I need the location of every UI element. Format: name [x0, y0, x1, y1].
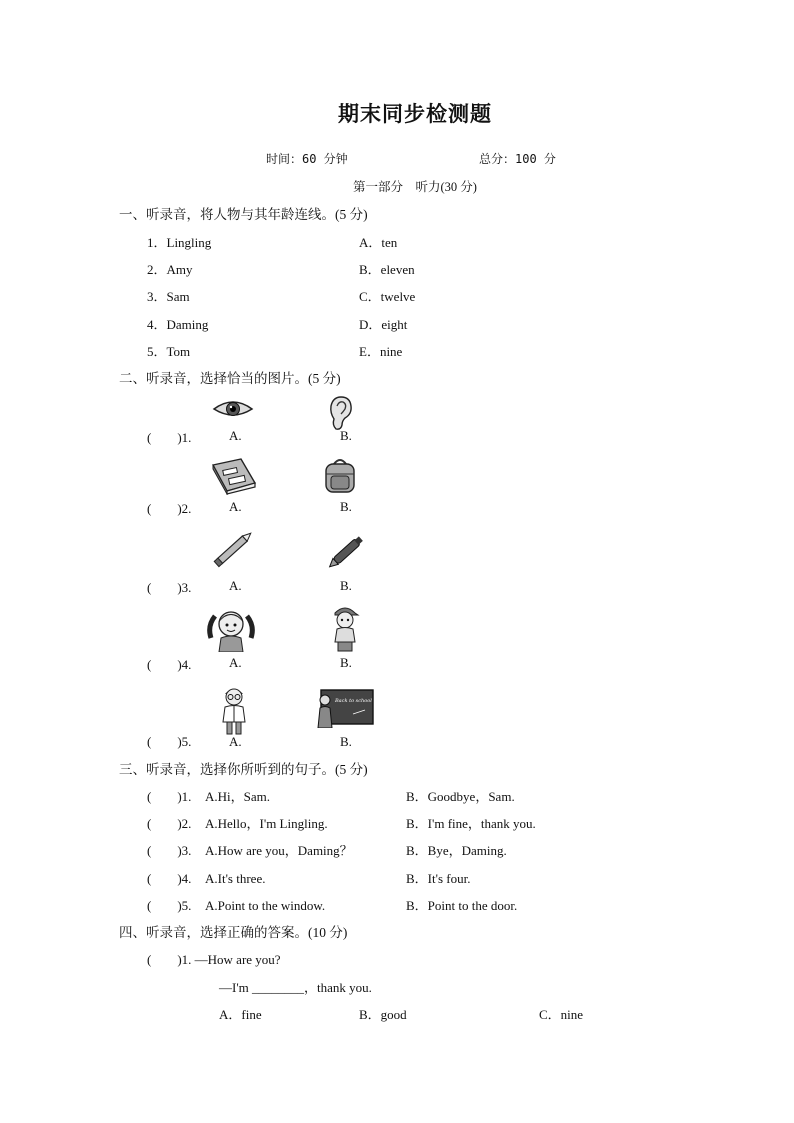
option-a: A.Point to the window. [205, 898, 326, 913]
option-a-label: A. [229, 734, 242, 749]
option-b: B．I'm fine，thank you. [406, 816, 536, 831]
option-a: A.Hello，I'm Lingling. [205, 816, 328, 831]
option-a-label: A. [229, 578, 242, 593]
question-number: ( )3. [147, 580, 192, 595]
schoolbag-icon [322, 456, 358, 494]
option-a-label: A. [229, 428, 242, 443]
option-a: A．fine [219, 1007, 262, 1022]
option-b-label: B. [340, 734, 352, 749]
option-b-label: B. [340, 428, 352, 443]
option-b: B．Goodbye，Sam. [406, 789, 515, 804]
option-b: B．Point to the door. [406, 898, 518, 913]
question-number: ( )2. [147, 501, 192, 516]
question-number: ( )3. [147, 843, 192, 858]
question-line: ( )1. —How are you? [147, 952, 281, 967]
list-item: C．twelve [359, 289, 416, 304]
list-item: 5．Tom [147, 344, 191, 359]
eye-icon [212, 397, 254, 421]
option-a: A.How are you，Daming？ [205, 843, 353, 858]
section4-heading: 四、听录音，选择正确的答案。(10 分) [119, 925, 348, 940]
book-icon [209, 457, 259, 495]
doctor-icon [219, 684, 249, 736]
option-b: B．good [359, 1007, 407, 1022]
section3-heading: 三、听录音，选择你所听到的句子。(5 分) [119, 762, 368, 777]
question-number: ( )1. [147, 789, 192, 804]
time-info: 时间：60 分钟 [266, 152, 348, 166]
question-number: ( )5. [147, 734, 192, 749]
option-b-label: B. [340, 578, 352, 593]
question-number: ( )4. [147, 871, 192, 886]
list-item: 4．Daming [147, 317, 209, 332]
part-heading: 第一部分 听力(30 分) [353, 180, 477, 194]
section2-heading: 二、听录音，选择恰当的图片。(5 分) [119, 371, 341, 386]
list-item: 1．Lingling [147, 235, 212, 250]
page-title: 期末同步检测题 [338, 102, 492, 126]
score-info: 总分：100 分 [479, 152, 556, 166]
question-number: ( )4. [147, 657, 192, 672]
pen-icon [322, 530, 370, 574]
list-item: D．eight [359, 317, 408, 332]
list-item: 2．Amy [147, 262, 193, 277]
section1-heading: 一、听录音，将人物与其年龄连线。(5 分) [119, 207, 368, 222]
girl-icon [205, 606, 257, 652]
question-number: ( )5. [147, 898, 192, 913]
option-b: B．It's four. [406, 871, 471, 886]
pencil-icon [209, 527, 259, 571]
list-item: B．eleven [359, 262, 415, 277]
teacher-blackboard-icon [315, 688, 375, 728]
list-item: E．nine [359, 344, 403, 359]
ear-icon [328, 395, 354, 431]
option-b: B．Bye，Daming. [406, 843, 507, 858]
question-number: ( )2. [147, 816, 192, 831]
option-c: C．nine [539, 1007, 584, 1022]
list-item: A．ten [359, 235, 398, 250]
answer-line: —I'm ________，thank you. [219, 980, 372, 995]
option-b-label: B. [340, 499, 352, 514]
option-b-label: B. [340, 655, 352, 670]
option-a-label: A. [229, 655, 242, 670]
question-number: ( )1. [147, 430, 192, 445]
option-a: A.It's three. [205, 871, 266, 886]
option-a-label: A. [229, 499, 242, 514]
option-a: A.Hi，Sam. [205, 789, 271, 804]
blackboard-text: Back to school [335, 698, 372, 704]
list-item: 3．Sam [147, 289, 190, 304]
boy-icon [330, 604, 360, 652]
